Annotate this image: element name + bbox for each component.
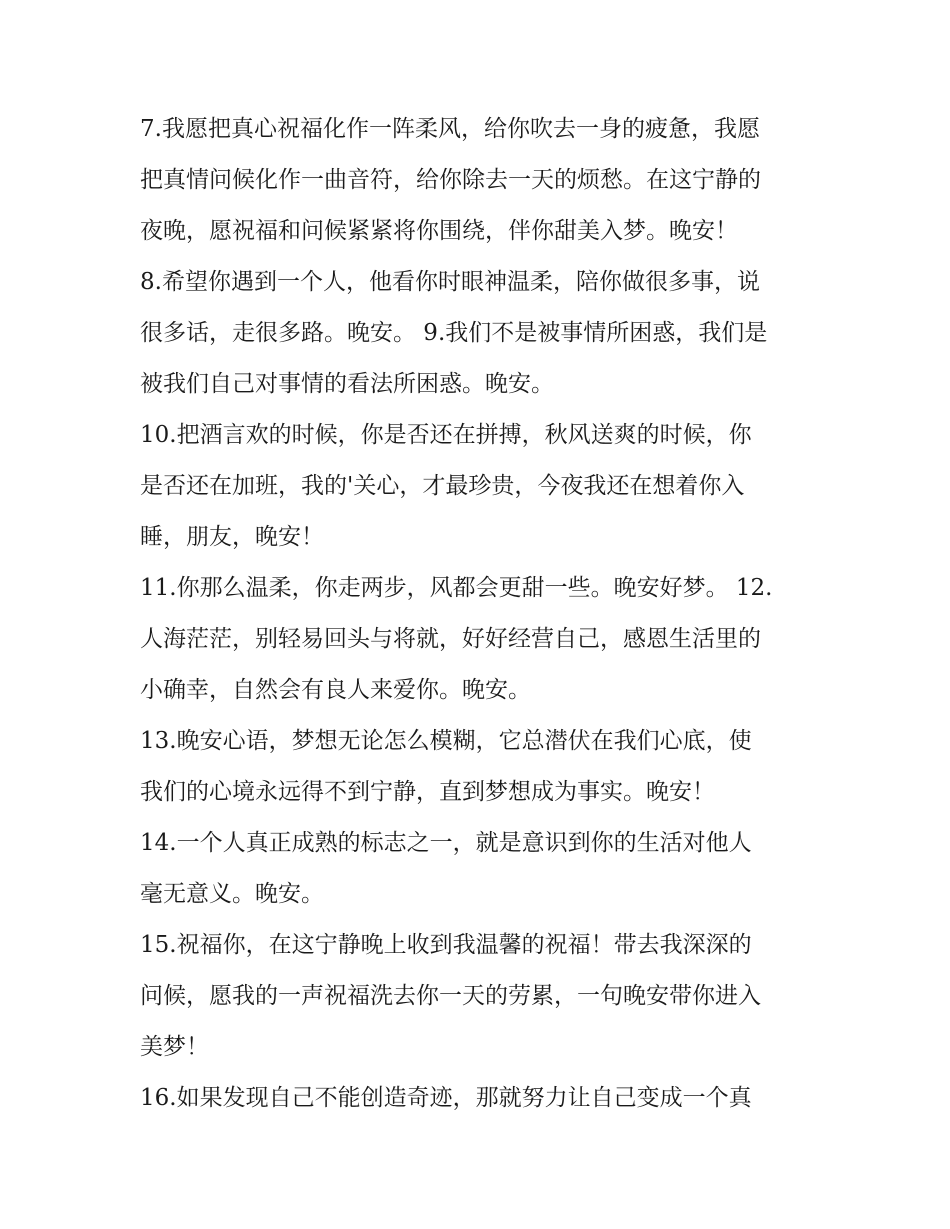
text-line: 10.把酒言欢的时候，你是否还在拼搏，秋风送爽的时候，你 [140,422,752,448]
text-line: 人海茫茫，别轻易回头与将就，好好经营自己，感恩生活里的 [140,626,761,652]
text-line: 问候，愿我的一声祝福洗去你一天的劳累，一句晚安带你进入 [140,983,761,1009]
document-body [140,104,820,1124]
text-line: 睡，朋友，晚安！ [140,524,324,550]
text-line: 15.祝福你，在这宁静晚上收到我温馨的祝福！带去我深深的 [140,932,752,958]
text-line: 夜晚，愿祝福和问候紧紧将你围绕，伴你甜美入梦。晚安！ [140,218,738,244]
text-line: 7.我愿把真心祝福化作一阵柔风，给你吹去一身的疲惫，我愿 [140,116,760,142]
text-line: 被我们自己对事情的看法所困惑。晚安。 [140,371,554,397]
text-line: 我们的心境永远得不到宁静，直到梦想成为事实。晚安！ [140,779,715,805]
text-line: 小确幸，自然会有良人来爱你。晚安。 [140,677,531,703]
text-line: 毫无意义。晚安。 [140,881,324,907]
text-line: 是否还在加班，我的'关心，才最珍贵，今夜我还在想着你入 [140,473,745,499]
text-line: 很多话，走很多路。晚安。 9.我们不是被事情所困惑，我们是 [140,320,768,346]
text-line: 8.希望你遇到一个人，他看你时眼神温柔，陪你做很多事，说 [140,269,760,295]
text-line: 把真情问候化作一曲音符，给你除去一天的烦愁。在这宁静的 [140,167,761,193]
text-line: 13.晚安心语，梦想无论怎么模糊，它总潜伏在我们心底，使 [140,728,752,754]
text-line: 美梦！ [140,1034,209,1060]
text-line: 14.一个人真正成熟的标志之一，就是意识到你的生活对他人 [140,830,752,856]
text-line: 16.如果发现自己不能创造奇迹，那就努力让自己变成一个真 [140,1085,752,1111]
text-line: 11.你那么温柔，你走两步，风都会更甜一些。晚安好梦。 12. [140,575,773,601]
